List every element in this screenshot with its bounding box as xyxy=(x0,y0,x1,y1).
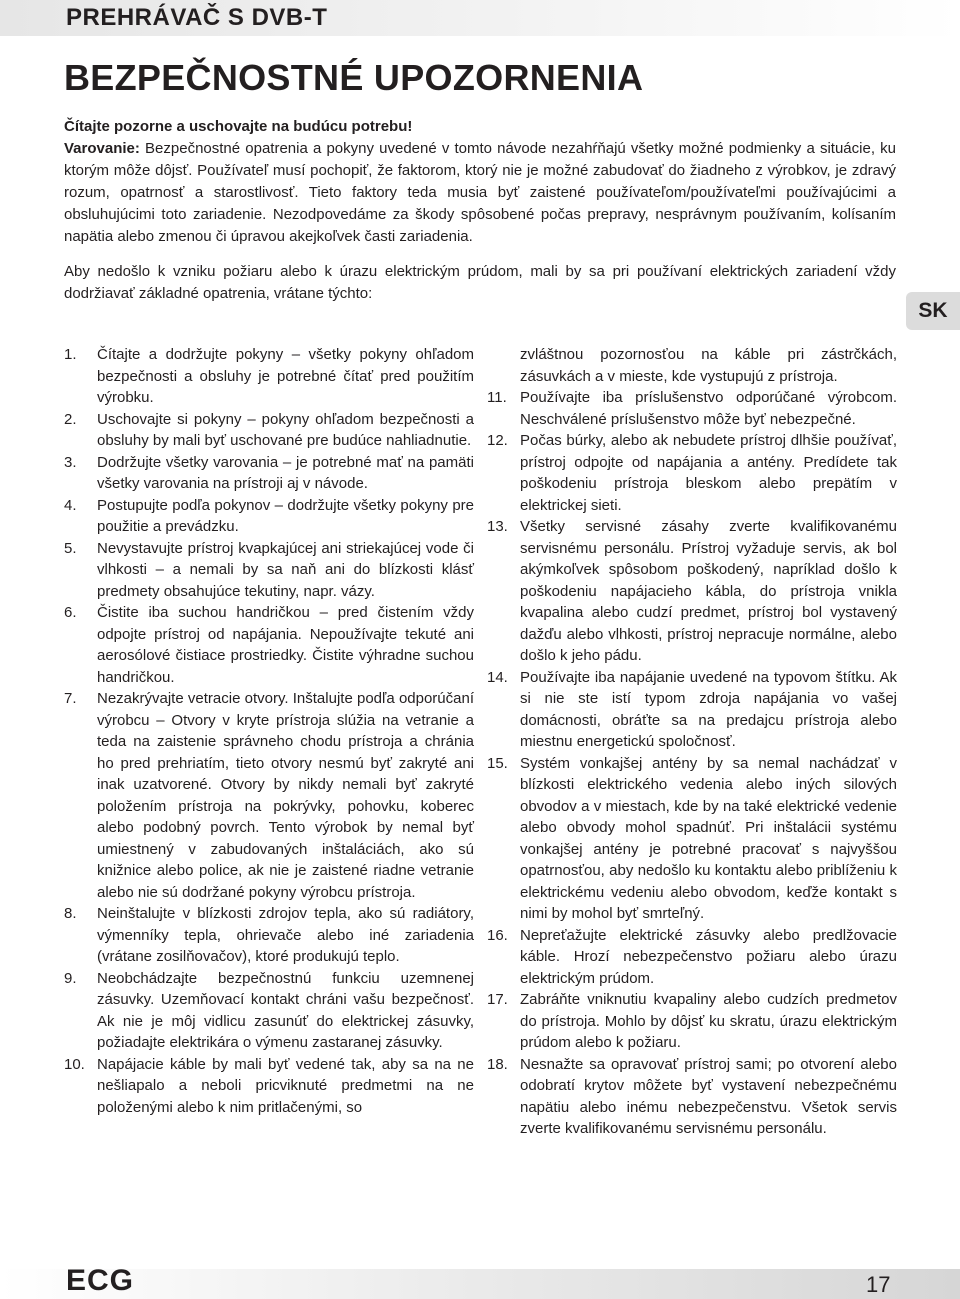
instruction-item xyxy=(64,903,474,968)
item-text: Nezakrývajte vetracie otvory. Inštalujte podľa odporúčaní výrobcu – Otvory v kryte prístroja slúžia na vetranie a teda na zaistenie správneho chodu prístroja a chránia ho pred prehriatím, tieto otvory nesmú byť zakryté ani inak uzatvorené. Otvory by nikdy nemali byť zakryté položením prístroja na pokrývky, pohovku, koberec alebo podobný povrch. Tento výrobok by nemal byť umiestnený v zabudovaných inštaláciách, ako sú knižnice alebo police, ak nie je zaistené riadne vetranie alebo nie sú dodržané pokyny výrobcu prístroja. xyxy=(97,690,474,901)
item-text: Napájacie káble by mali byť vedené tak, aby sa na ne nešliapalo a neboli pricviknuté predmetmi na ne položenými alebo k nim pritlačenými, so xyxy=(97,1055,474,1116)
instructions-right-column xyxy=(487,344,897,1140)
instruction-item xyxy=(64,409,474,452)
instruction-item xyxy=(487,387,897,430)
page-number: 17 xyxy=(866,1272,891,1297)
instruction-item xyxy=(487,1054,897,1140)
instruction-item xyxy=(64,538,474,603)
item-text: Používajte iba napájanie uvedené na typovom štítku. Ak si nie ste istí typom zdroja napájania vo vašej domácnosti, obráťte sa na predajcu prístroja alebo miestnu energetickú spoločnosť. xyxy=(520,668,897,750)
instruction-item xyxy=(487,516,897,667)
item-number: 7. xyxy=(64,690,77,707)
item-text: Dodržujte všetky varovania – je potrebné mať na pamäti všetky varovania na prístroji aj v návode. xyxy=(97,453,474,492)
instruction-item xyxy=(487,753,897,925)
instruction-item xyxy=(487,925,897,990)
instruction-item xyxy=(487,989,897,1054)
item-number: 2. xyxy=(64,410,77,428)
item-number: 18. xyxy=(487,1055,508,1073)
item-text: Čistite iba suchou handričkou – pred čistením vždy odpojte prístroj od napájania. Nepoužívajte tekuté ani aerosólové čistiace prostriedky. Čistite výhradne suchou handričkou. xyxy=(97,604,474,686)
warning-text: Bezpečnostné opatrenia a pokyny uvedené v tomto návode nezahŕňajú všetky možné podmienky a situácie, ku ktorým môže dôjsť. Používateľ musí pochopiť, že faktorom, ktorý nie je možné zabudovať do žiadneho z výrobkov, je zdravý rozum, opatrnosť a starostlivosť. Tieto faktory teda musia byť zaistené používateľom/používateľmi používajúcimi a obsluhujúcimi toto zariadenie. Nezodpovedáme za škody spôsobené počas prepravy, nesprávnym používaním, kolísaním napätia alebo zmenou či úpravou akejkoľvek časti zariadenia. xyxy=(64,140,896,245)
item-text: Nesnažte sa opravovať prístroj sami; po otvorení alebo odobratí krytov môžete byť vystavení nebezpečnému napätiu alebo inému nebezpečenstvu. Všetok servis zverte kvalifikovanému servisnému personálu. xyxy=(520,1055,897,1137)
item-number: 1. xyxy=(64,346,77,363)
item-number: 10. xyxy=(64,1055,85,1073)
instruction-item xyxy=(64,452,474,495)
warning-paragraph xyxy=(64,138,896,248)
item-number: 8. xyxy=(64,905,77,922)
warning-label: Varovanie: xyxy=(64,140,140,157)
instruction-item xyxy=(64,344,474,409)
language-tab: SK xyxy=(906,292,960,330)
instruction-item xyxy=(64,602,474,688)
instruction-item xyxy=(64,688,474,903)
item-number: 12. xyxy=(487,432,508,449)
item-number: 17. xyxy=(487,991,508,1008)
item-number: 15. xyxy=(487,754,508,772)
instruction-item xyxy=(487,667,897,753)
item-continuation: zvláštnou pozornosťou na káble pri zástrčkách, zásuvkách a v mieste, kde vystupujú z prístroja. xyxy=(520,346,897,385)
instruction-item xyxy=(487,430,897,516)
item-number: 6. xyxy=(64,604,77,621)
item-text: Nepreťažujte elektrické zásuvky alebo predlžovacie káble. Hrozí nebezpečenstvo požiaru alebo úrazu elektrickým prúdom. xyxy=(520,926,897,987)
instructions-left-column xyxy=(64,344,474,1118)
item-number: 9. xyxy=(64,969,77,987)
item-text: Čítajte a dodržujte pokyny – všetky pokyny ohľadom bezpečnosti a obsluhy je potrebné čítať pred použitím výrobku. xyxy=(97,346,474,406)
item-text: Všetky servisné zásahy zverte kvalifikovanému servisnému personálu. Prístroj vyžaduje servis, ak bol akýmkoľvek spôsobom poškodený, napríklad došlo k poškodeniu napájacieho kábla, do prístroja vnikla kvapalina alebo cudzí predmet, prístroj bol vystavený dažďu alebo vlhkosti, prístroj nepracuje normálne, alebo došlo k jeho pádu. xyxy=(520,518,897,664)
item-number: 11. xyxy=(487,389,507,406)
item-text: Postupujte podľa pokynov – dodržujte všetky pokyny pre použitie a prevádzku. xyxy=(97,496,474,535)
item-number: 16. xyxy=(487,926,508,944)
item-text: Uschovajte si pokyny – pokyny ohľadom bezpečnosti a obsluhy by mali byť uschované pre budúce nahliadnutie. xyxy=(97,410,474,449)
item-text: Neinštalujte v blízkosti zdrojov tepla, ako sú radiátory, výmenníky tepla, ohrievače alebo iné zariadenia (vrátane zosilňovačov), ktoré produkujú teplo. xyxy=(97,905,474,965)
intro-subtitle: Čítajte pozorne a uschovajte na budúcu potrebu! xyxy=(64,118,413,135)
item-number: 4. xyxy=(64,496,77,514)
footer-band xyxy=(0,1269,960,1299)
page-title: BEZPEČNOSTNÉ UPOZORNENIA xyxy=(64,57,644,98)
section-label: PREHRÁVAČ S DVB-T xyxy=(66,4,328,31)
intro xyxy=(64,116,896,305)
brand-logo: ECG xyxy=(66,1264,135,1297)
item-text: Používajte iba príslušenstvo odporúčané výrobcom. Neschválené príslušenstvo môže byť nebezpečné. xyxy=(520,389,897,428)
instruction-item xyxy=(64,968,474,1054)
item-text: Systém vonkajšej antény by sa nemal nachádzať v blízkosti elektrického vedenia alebo iných silových obvodov a v miestach, kde by na také elektrické vedenie alebo obvody mohol spadnúť. Pri inštalácii systému vonkajšej antény je potrebné pracovať s najvyššou opatrnosťou, aby nedošlo ku kontaktu alebo priblíženiu k elektrickému vedeniu alebo obvodom, keďže kontakt s nimi by mohol byť smrteľný. xyxy=(520,754,897,922)
item-number: 5. xyxy=(64,539,77,557)
item-text: Počas búrky, alebo ak nebudete prístroj dlhšie používať, prístroj odpojte od napájania a antény. Predídete tak poškodeniu prístroja bleskom alebo prepätím v elektrickej sieti. xyxy=(520,432,897,514)
instruction-item xyxy=(64,1054,474,1119)
item-text: Nevystavujte prístroj kvapkajúcej ani striekajúcej vode či vlhkosti – a nemali by sa naň ani do blízkosti klásť predmety obsahujúce tekutiny, napr. vázy. xyxy=(97,539,474,600)
item-number: 14. xyxy=(487,668,508,686)
precautions-paragraph: Aby nedošlo k vzniku požiaru alebo k úrazu elektrickým prúdom, mali by sa pri používaní elektrických zariadení vždy dodržiavať základné opatrenia, vrátane týchto: xyxy=(64,263,896,302)
item-number: 13. xyxy=(487,518,508,535)
item-text: Zabráňte vniknutiu kvapaliny alebo cudzích predmetov do prístroja. Mohlo by dôjsť ku skratu, úrazu elektrickým prúdom alebo k požiaru. xyxy=(520,991,897,1051)
instruction-item xyxy=(64,495,474,538)
item-text: Neobchádzajte bezpečnostnú funkciu uzemnenej zásuvky. Uzemňovací kontakt chráni vašu bezpečnosť. Ak nie je môj vidlicu zasunúť do elektrickej zásuvky, požiadajte elektrikára o výmenu zastaranej zásuvky. xyxy=(97,969,474,1051)
item-number: 3. xyxy=(64,453,77,471)
